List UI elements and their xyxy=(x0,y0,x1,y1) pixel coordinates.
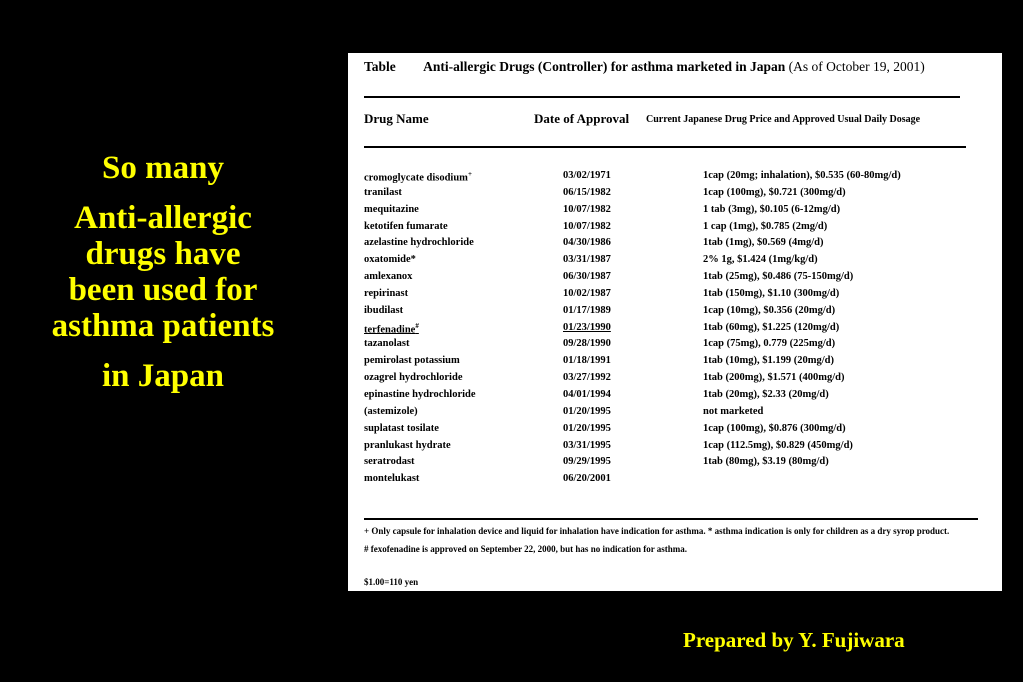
dosage-cell: 2% 1g, $1.424 (1mg/kg/d) xyxy=(703,254,818,266)
approval-date-cell: 03/27/1992 xyxy=(563,372,611,384)
drug-name-cell: pranlukast hydrate xyxy=(364,439,451,451)
headline-line-1: So many xyxy=(102,150,224,186)
table-row xyxy=(364,322,994,339)
table-row xyxy=(364,187,994,204)
approval-date-cell: 06/30/1987 xyxy=(563,271,611,283)
prepared-by: Prepared by Y. Fujiwara xyxy=(683,628,905,652)
table-row xyxy=(364,372,994,389)
dosage-cell: 1cap (100mg), $0.876 (300mg/d) xyxy=(703,422,846,434)
drug-name-cell: ibudilast xyxy=(364,304,404,316)
table-image xyxy=(348,53,1002,591)
drug-name-cell: azelastine hydrochloride xyxy=(364,237,474,249)
drug-name-cell: mequitazine xyxy=(364,203,419,215)
table-row xyxy=(364,271,994,288)
approval-date-cell: 09/28/1990 xyxy=(563,338,611,350)
approval-date-cell: 01/18/1991 xyxy=(563,355,611,367)
drug-name-cell: pemirolast potassium xyxy=(364,355,460,367)
approval-date-cell: 10/07/1982 xyxy=(563,203,611,215)
drug-name-cell: montelukast xyxy=(364,473,420,485)
approval-date-cell: 04/30/1986 xyxy=(563,237,611,249)
drug-name-cell: ozagrel hydrochloride xyxy=(364,372,463,384)
drug-name-cell: suplatast tosilate xyxy=(364,422,439,434)
drug-name-cell: epinastine hydrochloride xyxy=(364,388,476,400)
approval-date-cell: 03/31/1987 xyxy=(563,254,611,266)
approval-date-cell: 03/02/1971 xyxy=(563,170,611,181)
table-row xyxy=(364,389,994,406)
footnote-mark: + xyxy=(467,170,472,178)
table-row xyxy=(364,423,994,440)
table-title-text: Anti-allergic Drugs (Controller) for asthma marketed in Japan xyxy=(423,59,786,74)
dosage-cell: 1tab (20mg), $2.33 (20mg/d) xyxy=(703,388,829,400)
table-row xyxy=(364,221,994,238)
table-as-of: (As of October 19, 2001) xyxy=(788,59,925,74)
approval-date-cell: 10/07/1982 xyxy=(563,220,611,232)
table-row xyxy=(364,355,994,372)
drug-name-cell: ketotifen fumarate xyxy=(364,220,448,232)
drug-name-cell: terfenadine# xyxy=(364,321,419,336)
drug-name-cell: oxatomide* xyxy=(364,254,416,266)
approval-date-cell: 06/15/1982 xyxy=(563,186,611,198)
dosage-cell: 1tab (200mg), $1.571 (400mg/d) xyxy=(703,372,845,384)
drug-name-cell: repirinast xyxy=(364,287,409,299)
approval-date-cell: 10/02/1987 xyxy=(563,287,611,299)
table-body xyxy=(364,170,994,490)
footnote-2: # fexofenadine is approved on September 22, 2000, but has no indication for asthma. xyxy=(364,544,688,554)
table-label: Table xyxy=(364,59,396,74)
dosage-cell: not marketed xyxy=(703,405,764,417)
header-rule xyxy=(364,146,966,148)
drug-name-cell: amlexanox xyxy=(364,271,413,283)
table-row xyxy=(364,473,994,490)
table-row xyxy=(364,237,994,254)
table-row xyxy=(364,338,994,355)
header-date: Date of Approval xyxy=(534,111,630,126)
drug-name-cell: cromoglycate disodium+ xyxy=(364,170,472,184)
table-title xyxy=(364,59,925,75)
dosage-cell: 1tab (60mg), $1.225 (120mg/d) xyxy=(703,321,840,333)
footnote-mark: # xyxy=(415,321,419,330)
headline-line-5: asthma patients xyxy=(51,308,275,344)
approval-date-cell: 09/29/1995 xyxy=(563,456,611,468)
headline-line-6: in Japan xyxy=(102,358,224,394)
approval-date-cell: 04/01/1994 xyxy=(563,388,611,400)
drug-name-cell: (astemizole) xyxy=(364,405,418,417)
slide-headline xyxy=(18,150,308,394)
dosage-cell: 1cap (112.5mg), $0.829 (450mg/d) xyxy=(703,439,853,451)
approval-date-cell: 01/20/1995 xyxy=(563,405,611,417)
table-row xyxy=(364,254,994,271)
dosage-cell: 1cap (100mg), $0.721 (300mg/d) xyxy=(703,186,846,198)
table-row xyxy=(364,288,994,305)
dosage-cell: 1tab (25mg), $0.486 (75-150mg/d) xyxy=(703,271,854,283)
footnote-1: + Only capsule for inhalation device and liquid for inhalation have indication for asthma. * asthma indication is only for children as a dry syrop product. xyxy=(364,526,950,536)
table-row xyxy=(364,204,994,221)
headline-line-2: Anti-allergic xyxy=(74,200,252,236)
dosage-cell: 1tab (10mg), $1.199 (20mg/d) xyxy=(703,355,834,367)
approval-date-cell: 01/17/1989 xyxy=(563,304,611,316)
approval-date-cell: 06/20/2001 xyxy=(563,473,611,485)
dosage-cell: 1cap (75mg), 0.779 (225mg/d) xyxy=(703,338,836,350)
drug-name-cell: tazanolast xyxy=(364,338,410,350)
header-drug-name: Drug Name xyxy=(364,111,429,126)
table-row xyxy=(364,456,994,473)
table-row xyxy=(364,305,994,322)
dosage-cell: 1tab (80mg), $3.19 (80mg/d) xyxy=(703,456,829,468)
dosage-cell: 1tab (150mg), $1.10 (300mg/d) xyxy=(703,287,840,299)
dosage-cell: 1tab (1mg), $0.569 (4mg/d) xyxy=(703,237,824,249)
dosage-cell: 1 tab (3mg), $0.105 (6-12mg/d) xyxy=(703,203,841,215)
dosage-cell: 1cap (10mg), $0.356 (20mg/d) xyxy=(703,304,836,316)
approval-date-cell: 03/31/1995 xyxy=(563,439,611,451)
approval-date-cell: 01/23/1990 xyxy=(563,321,611,333)
drug-name-cell: tranilast xyxy=(364,186,402,198)
table-row xyxy=(364,170,994,187)
table-row xyxy=(364,440,994,457)
drug-name-cell: seratrodast xyxy=(364,456,415,468)
dosage-cell: 1 cap (1mg), $0.785 (2mg/d) xyxy=(703,220,828,232)
approval-date-cell: 01/20/1995 xyxy=(563,422,611,434)
currency-note: $1.00=110 yen xyxy=(364,577,419,587)
headline-line-4: been used for xyxy=(68,272,258,308)
header-dosage: Current Japanese Drug Price and Approved Usual Daily Dosage xyxy=(646,114,921,125)
table-row xyxy=(364,406,994,423)
headline-line-3: drugs have xyxy=(85,236,241,272)
dosage-cell: 1cap (20mg; inhalation), $0.535 (60-80mg/d) xyxy=(703,170,901,181)
top-rule xyxy=(364,96,960,98)
bottom-rule xyxy=(364,518,978,520)
